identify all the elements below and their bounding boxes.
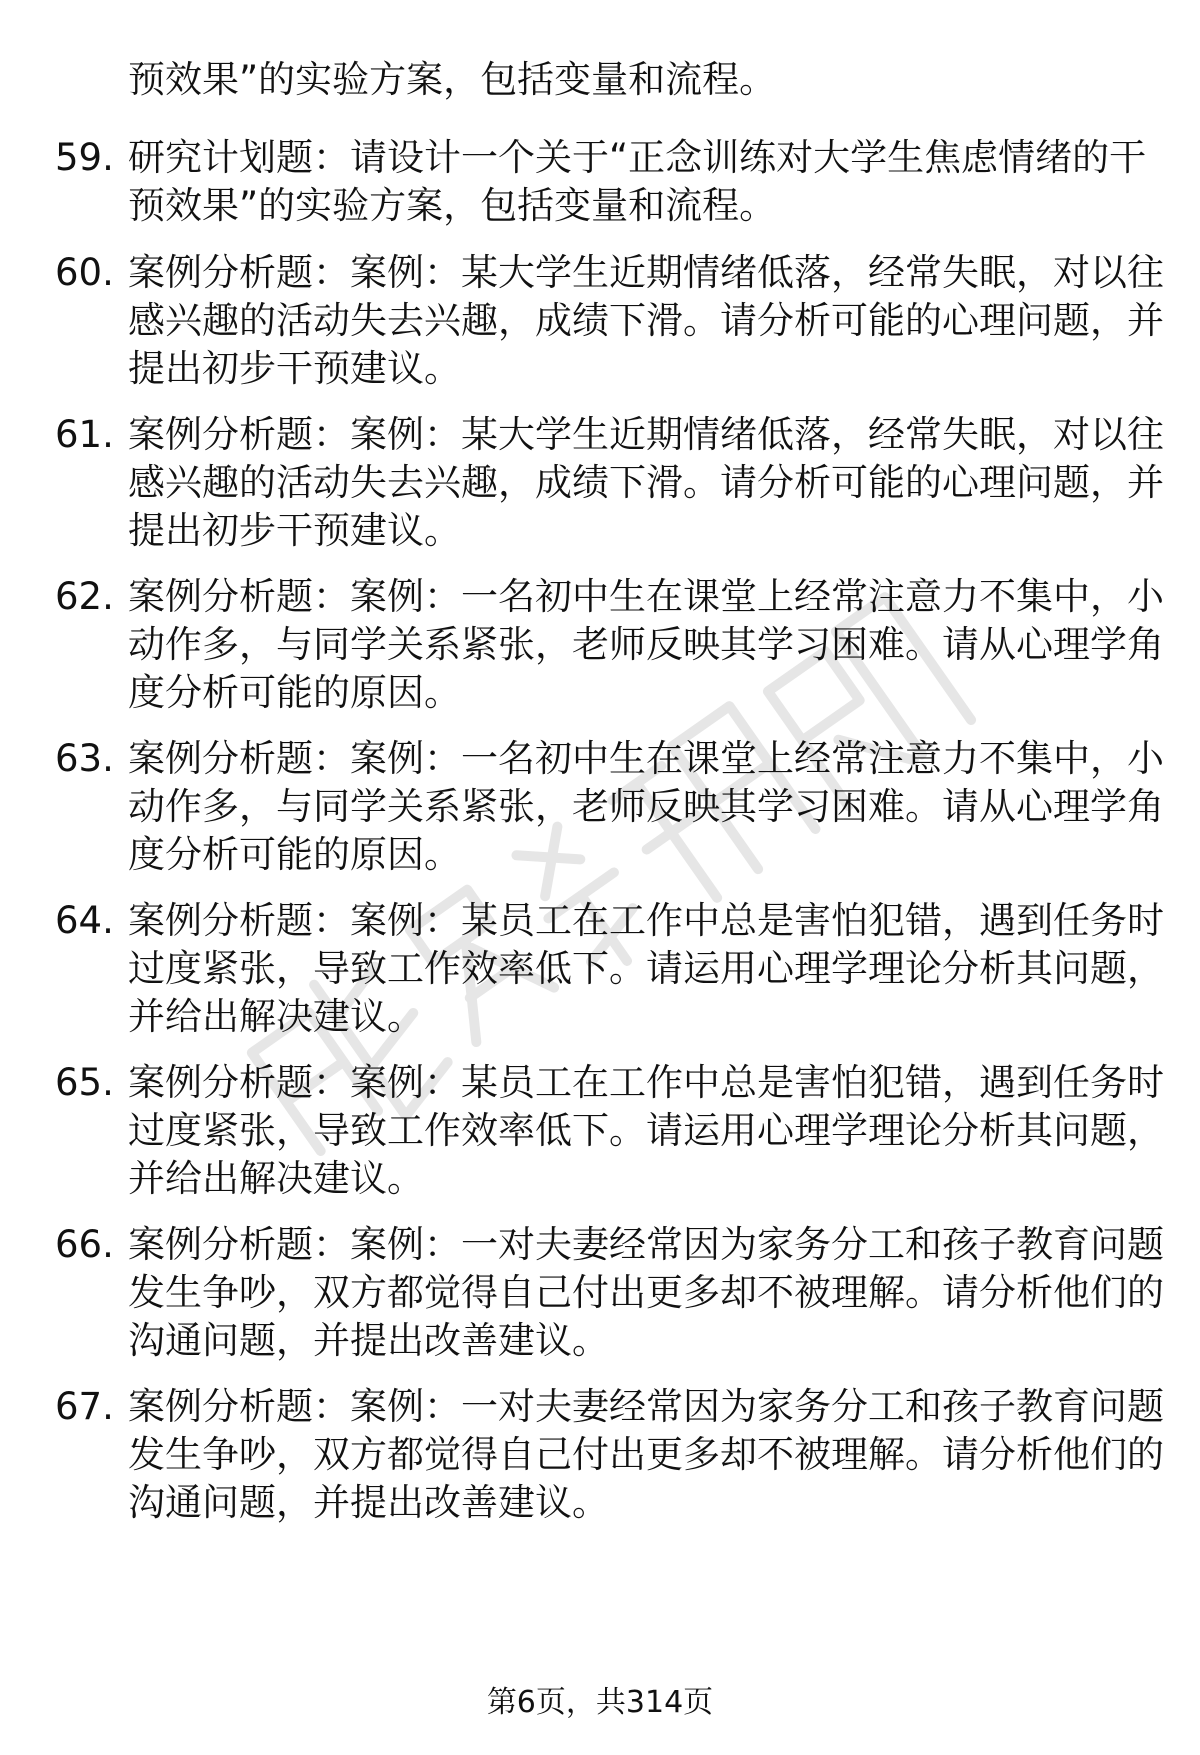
question-text [128, 573, 1164, 717]
question-number: 66. [55, 1223, 114, 1266]
question-number: 64. [55, 899, 114, 942]
question-text [128, 1383, 1164, 1527]
question-line: 过度紧张，导致工作效率低下。请运用心理学理论分析其问题， [128, 1109, 1164, 1152]
question-line: 发生争吵，双方都觉得自己付出更多却不被理解。请分析他们的 [128, 1433, 1164, 1476]
page-footer: 第6页，共314页 [486, 1685, 714, 1720]
question-number: 59. [55, 136, 114, 179]
question-line: 案例分析题：案例：一名初中生在课堂上经常注意力不集中，小 [128, 575, 1164, 618]
question-line: 沟通问题，并提出改善建议。 [128, 1319, 609, 1362]
question-line: 研究计划题：请设计一个关于“正念训练对大学生焦虑情绪的干 [128, 136, 1147, 179]
question-line: 案例分析题：案例：某大学生近期情绪低落，经常失眠，对以往 [128, 251, 1164, 294]
question-line: 提出初步干预建议。 [128, 347, 461, 390]
question-line: 案例分析题：案例：一对夫妻经常因为家务分工和孩子教育问题 [128, 1385, 1164, 1428]
question-line: 案例分析题：案例：某员工在工作中总是害怕犯错，遇到任务时 [128, 1061, 1164, 1104]
question-text [128, 249, 1164, 393]
question-number: 67. [55, 1385, 114, 1428]
question-number: 60. [55, 251, 114, 294]
question-line: 预效果”的实验方案，包括变量和流程。 [128, 184, 777, 227]
question-text [128, 134, 1147, 230]
question-line: 沟通问题，并提出改善建议。 [128, 1481, 609, 1524]
continuation-text: 预效果”的实验方案，包括变量和流程。 [128, 58, 777, 101]
question-line: 度分析可能的原因。 [128, 671, 461, 714]
question-text [128, 1221, 1164, 1365]
question-line: 感兴趣的活动失去兴趣，成绩下滑。请分析可能的心理问题，并 [128, 461, 1164, 504]
question-line: 案例分析题：案例：某员工在工作中总是害怕犯错，遇到任务时 [128, 899, 1164, 942]
question-line: 案例分析题：案例：一名初中生在课堂上经常注意力不集中，小 [128, 737, 1164, 780]
question-text [128, 735, 1164, 879]
question-line: 并给出解决建议。 [128, 1157, 424, 1200]
question-line: 并给出解决建议。 [128, 995, 424, 1038]
question-line: 动作多，与同学关系紧张，老师反映其学习困难。请从心理学角 [128, 623, 1164, 666]
question-text [128, 411, 1164, 555]
question-text [128, 1059, 1164, 1203]
question-line: 度分析可能的原因。 [128, 833, 461, 876]
question-line: 过度紧张，导致工作效率低下。请运用心理学理论分析其问题， [128, 947, 1164, 990]
question-number: 63. [55, 737, 114, 780]
question-line: 提出初步干预建议。 [128, 509, 461, 552]
question-line: 发生争吵，双方都觉得自己付出更多却不被理解。请分析他们的 [128, 1271, 1164, 1314]
question-number: 62. [55, 575, 114, 618]
question-number: 65. [55, 1061, 114, 1104]
question-line: 案例分析题：案例：某大学生近期情绪低落，经常失眠，对以往 [128, 413, 1164, 456]
question-line: 动作多，与同学关系紧张，老师反映其学习困难。请从心理学角 [128, 785, 1164, 828]
question-text [128, 897, 1164, 1041]
question-line: 案例分析题：案例：一对夫妻经常因为家务分工和孩子教育问题 [128, 1223, 1164, 1266]
question-line: 感兴趣的活动失去兴趣，成绩下滑。请分析可能的心理问题，并 [128, 299, 1164, 342]
question-number: 61. [55, 413, 114, 456]
